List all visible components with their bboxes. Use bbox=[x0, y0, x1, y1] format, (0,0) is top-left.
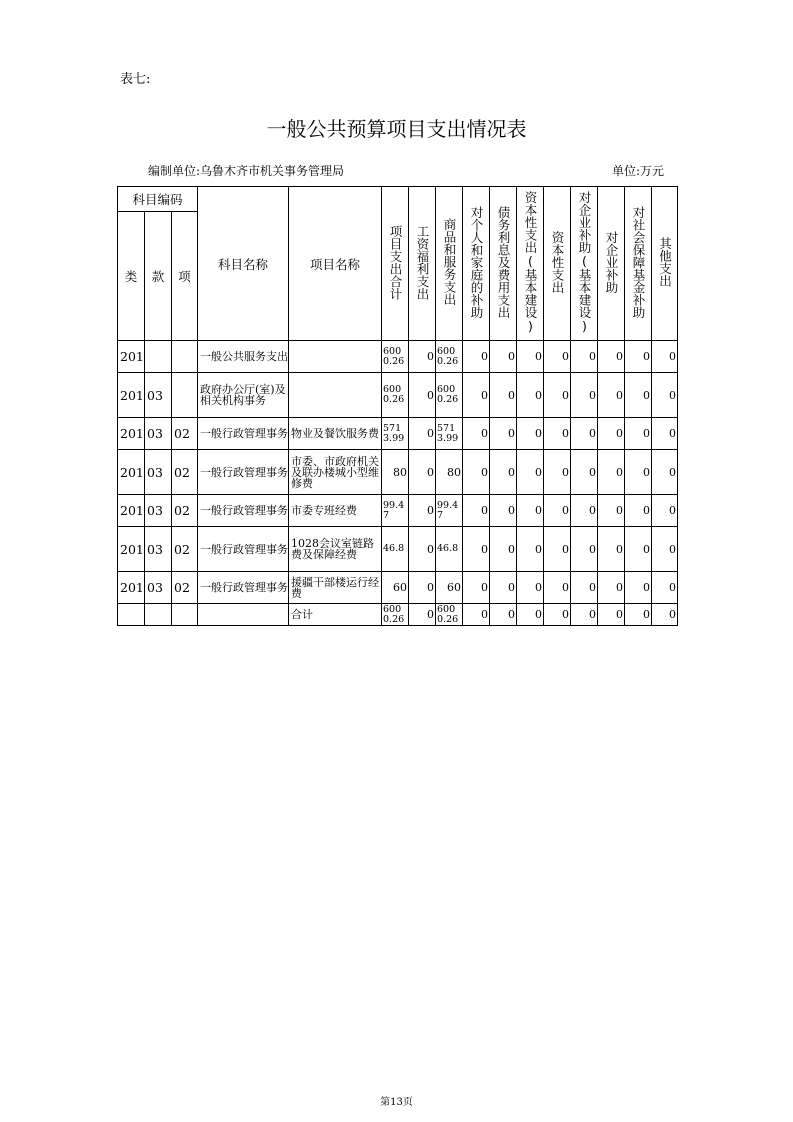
table-row bbox=[118, 373, 678, 418]
cell-value: 0 bbox=[490, 495, 517, 527]
header-col-enterprise-construction: 对企业补助(基本建设) bbox=[571, 187, 598, 341]
cell-value: 0 bbox=[409, 495, 436, 527]
cell-value: 0 bbox=[598, 527, 625, 572]
table-row bbox=[118, 341, 678, 373]
cell-value: 0 bbox=[598, 341, 625, 373]
cell-value: 0 bbox=[571, 418, 598, 450]
cell-subject-name: 一般行政管理事务 bbox=[198, 495, 289, 527]
cell-project-name bbox=[289, 341, 382, 373]
total-value: 0 bbox=[598, 604, 625, 626]
cell-value: 0 bbox=[571, 341, 598, 373]
cell-value: 6000.26 bbox=[436, 341, 463, 373]
cell-value: 0 bbox=[544, 527, 571, 572]
cell-subject-name: 一般行政管理事务 bbox=[198, 527, 289, 572]
cell-xiang: 02 bbox=[172, 418, 198, 450]
header-kuan: 款 bbox=[145, 212, 172, 341]
cell-value: 6000.26 bbox=[436, 373, 463, 418]
cell-value: 0 bbox=[652, 572, 678, 604]
cell-kuan: 03 bbox=[145, 527, 172, 572]
cell-project-name: 援疆干部楼运行经费 bbox=[289, 572, 382, 604]
header-col-capital: 资本性支出 bbox=[544, 187, 571, 341]
cell-xiang: 02 bbox=[172, 572, 198, 604]
cell-value: 0 bbox=[544, 341, 571, 373]
cell-value: 0 bbox=[544, 572, 571, 604]
cell-value: 5713.99 bbox=[382, 418, 409, 450]
cell-value: 0 bbox=[544, 418, 571, 450]
header-col-goods-services: 商品和服务支出 bbox=[436, 187, 463, 341]
header-project-name: 项目名称 bbox=[289, 187, 382, 341]
cell-value: 0 bbox=[625, 418, 652, 450]
table-row bbox=[118, 418, 678, 450]
cell-value: 0 bbox=[625, 450, 652, 495]
cell-value: 0 bbox=[409, 418, 436, 450]
cell-value: 0 bbox=[544, 495, 571, 527]
cell-value: 0 bbox=[598, 450, 625, 495]
cell-value: 80 bbox=[382, 450, 409, 495]
cell-project-name: 市委、市政府机关及联办楼城小型维修费 bbox=[289, 450, 382, 495]
cell-value: 0 bbox=[409, 373, 436, 418]
cell-project-name: 物业及餐饮服务费 bbox=[289, 418, 382, 450]
cell-value: 0 bbox=[463, 450, 490, 495]
cell-xiang: 02 bbox=[172, 495, 198, 527]
header-subject-name: 科目名称 bbox=[198, 187, 289, 341]
cell-value: 0 bbox=[517, 495, 544, 527]
header-col-debt-interest: 债务利息及费用支出 bbox=[490, 187, 517, 341]
cell-kuan: 03 bbox=[145, 572, 172, 604]
cell-value: 0 bbox=[517, 373, 544, 418]
cell-value: 60 bbox=[382, 572, 409, 604]
total-value: 6000.26 bbox=[382, 604, 409, 626]
cell-value: 0 bbox=[463, 373, 490, 418]
cell-empty bbox=[172, 604, 198, 626]
table-label: 表七: bbox=[120, 72, 151, 87]
cell-value: 0 bbox=[571, 495, 598, 527]
cell-value: 0 bbox=[652, 373, 678, 418]
header-col-other: 其他支出 bbox=[652, 187, 678, 341]
cell-value: 0 bbox=[571, 527, 598, 572]
expenditure-table bbox=[117, 186, 678, 626]
cell-value: 46.8 bbox=[436, 527, 463, 572]
cell-lei: 201 bbox=[118, 418, 145, 450]
cell-kuan: 03 bbox=[145, 450, 172, 495]
table-row bbox=[118, 450, 678, 495]
cell-value: 0 bbox=[571, 373, 598, 418]
cell-value: 0 bbox=[490, 527, 517, 572]
currency-unit: 单位:万元 bbox=[612, 164, 665, 178]
cell-value: 0 bbox=[571, 450, 598, 495]
total-value: 0 bbox=[490, 604, 517, 626]
cell-value: 0 bbox=[463, 341, 490, 373]
cell-lei: 201 bbox=[118, 341, 145, 373]
cell-value: 6000.26 bbox=[382, 341, 409, 373]
page-title: 一般公共预算项目支出情况表 bbox=[266, 117, 527, 141]
cell-value: 0 bbox=[490, 341, 517, 373]
cell-value: 0 bbox=[544, 373, 571, 418]
cell-xiang bbox=[172, 341, 198, 373]
table-row bbox=[118, 527, 678, 572]
cell-value: 0 bbox=[625, 572, 652, 604]
page-number: 第13页 bbox=[380, 1097, 413, 1108]
cell-value: 0 bbox=[409, 572, 436, 604]
cell-value: 0 bbox=[463, 527, 490, 572]
compiler-unit: 编制单位:乌鲁木齐市机关事务管理局 bbox=[148, 164, 345, 178]
cell-value: 0 bbox=[598, 373, 625, 418]
cell-value: 5713.99 bbox=[436, 418, 463, 450]
cell-subject-name: 一般行政管理事务 bbox=[198, 450, 289, 495]
cell-kuan: 03 bbox=[145, 373, 172, 418]
cell-value: 0 bbox=[490, 572, 517, 604]
cell-xiang bbox=[172, 373, 198, 418]
cell-value: 99.47 bbox=[436, 495, 463, 527]
cell-value: 60 bbox=[436, 572, 463, 604]
cell-value: 0 bbox=[517, 418, 544, 450]
cell-lei: 201 bbox=[118, 527, 145, 572]
cell-value: 0 bbox=[652, 527, 678, 572]
cell-value: 0 bbox=[598, 418, 625, 450]
cell-value: 0 bbox=[598, 495, 625, 527]
total-value: 0 bbox=[409, 604, 436, 626]
cell-value: 0 bbox=[463, 418, 490, 450]
total-value: 0 bbox=[544, 604, 571, 626]
cell-xiang: 02 bbox=[172, 527, 198, 572]
cell-empty bbox=[145, 604, 172, 626]
cell-lei: 201 bbox=[118, 450, 145, 495]
header-lei: 类 bbox=[118, 212, 145, 341]
cell-value: 0 bbox=[490, 450, 517, 495]
total-value: 0 bbox=[625, 604, 652, 626]
total-value: 0 bbox=[463, 604, 490, 626]
cell-value: 0 bbox=[463, 572, 490, 604]
header-code-group: 科目编码 bbox=[118, 187, 198, 212]
cell-project-name: 1028会议室链路费及保障经费 bbox=[289, 527, 382, 572]
cell-subject-name: 一般行政管理事务 bbox=[198, 572, 289, 604]
header-col-capital-construction: 资本性支出(基本建设) bbox=[517, 187, 544, 341]
cell-subject-name: 一般行政管理事务 bbox=[198, 418, 289, 450]
total-value: 6000.26 bbox=[436, 604, 463, 626]
cell-subject-name: 一般公共服务支出 bbox=[198, 341, 289, 373]
cell-kuan bbox=[145, 341, 172, 373]
cell-xiang: 02 bbox=[172, 450, 198, 495]
cell-value: 0 bbox=[409, 450, 436, 495]
cell-value: 0 bbox=[517, 341, 544, 373]
total-value: 0 bbox=[571, 604, 598, 626]
cell-value: 0 bbox=[463, 495, 490, 527]
total-label: 合计 bbox=[289, 604, 382, 626]
cell-value: 0 bbox=[652, 495, 678, 527]
cell-value: 0 bbox=[517, 572, 544, 604]
cell-lei: 201 bbox=[118, 495, 145, 527]
cell-value: 0 bbox=[490, 418, 517, 450]
cell-kuan: 03 bbox=[145, 495, 172, 527]
total-row bbox=[118, 604, 678, 626]
cell-value: 99.47 bbox=[382, 495, 409, 527]
cell-value: 46.8 bbox=[382, 527, 409, 572]
cell-value: 0 bbox=[409, 527, 436, 572]
cell-value: 80 bbox=[436, 450, 463, 495]
cell-lei: 201 bbox=[118, 373, 145, 418]
cell-value: 0 bbox=[490, 373, 517, 418]
cell-value: 0 bbox=[409, 341, 436, 373]
header-col-household-subsidy: 对个人和家庭的补助 bbox=[463, 187, 490, 341]
table-row bbox=[118, 572, 678, 604]
header-col-salary: 工资福利支出 bbox=[409, 187, 436, 341]
table-row bbox=[118, 495, 678, 527]
cell-value: 0 bbox=[625, 373, 652, 418]
cell-value: 0 bbox=[571, 572, 598, 604]
cell-value: 0 bbox=[625, 341, 652, 373]
header-col-total: 项目支出合计 bbox=[382, 187, 409, 341]
cell-value: 0 bbox=[598, 572, 625, 604]
cell-lei: 201 bbox=[118, 572, 145, 604]
cell-value: 0 bbox=[625, 495, 652, 527]
total-value: 0 bbox=[517, 604, 544, 626]
cell-value: 6000.26 bbox=[382, 373, 409, 418]
cell-kuan: 03 bbox=[145, 418, 172, 450]
header-col-social-security: 对社会保障基金补助 bbox=[625, 187, 652, 341]
cell-empty bbox=[118, 604, 145, 626]
total-value: 0 bbox=[652, 604, 678, 626]
cell-value: 0 bbox=[625, 527, 652, 572]
cell-project-name: 市委专班经费 bbox=[289, 495, 382, 527]
cell-value: 0 bbox=[544, 450, 571, 495]
cell-value: 0 bbox=[652, 450, 678, 495]
cell-project-name bbox=[289, 373, 382, 418]
header-xiang: 项 bbox=[172, 212, 198, 341]
cell-empty bbox=[198, 604, 289, 626]
header-col-enterprise: 对企业补助 bbox=[598, 187, 625, 341]
cell-value: 0 bbox=[517, 450, 544, 495]
cell-value: 0 bbox=[652, 418, 678, 450]
cell-value: 0 bbox=[652, 341, 678, 373]
cell-subject-name: 政府办公厅(室)及相关机构事务 bbox=[198, 373, 289, 418]
cell-value: 0 bbox=[517, 527, 544, 572]
